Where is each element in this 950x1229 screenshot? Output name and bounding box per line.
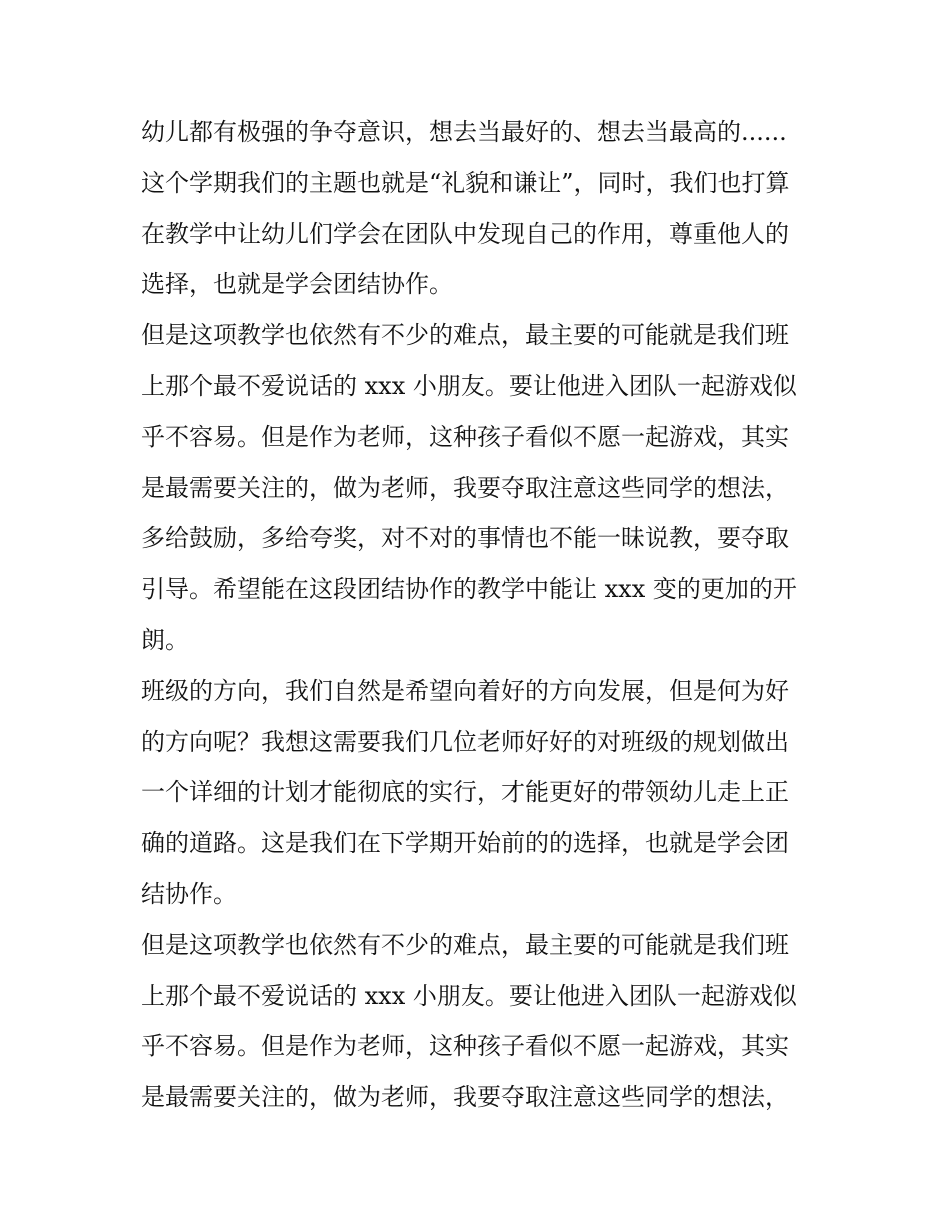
text-line: 班级的方向，我们自然是希望向着好的方向发展，但是何为好 xyxy=(141,676,789,705)
text-line: 结协作。 xyxy=(141,879,237,908)
document-body xyxy=(141,107,813,1123)
text-line: 朗。 xyxy=(141,625,189,654)
text-line: 是最需要关注的，做为老师，我要夺取注意这些同学的想法， xyxy=(141,1083,789,1112)
paragraph xyxy=(141,920,813,1123)
text-line: 选择，也就是学会团结协作。 xyxy=(141,270,453,299)
text-line: 但是这项教学也依然有不少的难点，最主要的可能就是我们班 xyxy=(141,930,789,959)
text-line: 但是这项教学也依然有不少的难点，最主要的可能就是我们班 xyxy=(141,321,789,350)
text-line: 是最需要关注的，做为老师，我要夺取注意这些同学的想法， xyxy=(141,473,789,502)
text-line: 上那个最不爱说话的 xxx 小朋友。要让他进入团队一起游戏似 xyxy=(141,981,797,1010)
text-line: 乎不容易。但是作为老师，这种孩子看似不愿一起游戏，其实 xyxy=(141,1032,789,1061)
paragraph xyxy=(141,310,813,666)
text-line: 的方向呢？我想这需要我们几位老师好好的对班级的规划做出 xyxy=(141,727,789,756)
text-line: 这个学期我们的主题也就是“礼貌和谦让”，同时，我们也打算 xyxy=(141,168,790,197)
text-line: 多给鼓励，多给夸奖，对不对的事情也不能一昧说教，要夺取 xyxy=(141,524,789,553)
text-line: 引导。希望能在这段团结协作的教学中能让 xxx 变的更加的开 xyxy=(141,575,797,604)
paragraph xyxy=(141,666,813,920)
paragraph xyxy=(141,107,813,310)
text-line: 一个详细的计划才能彻底的实行，才能更好的带领幼儿走上正 xyxy=(141,778,789,807)
text-line: 幼儿都有极强的争夺意识，想去当最好的、想去当最高的...... xyxy=(141,118,787,146)
text-line: 上那个最不爱说话的 xxx 小朋友。要让他进入团队一起游戏似 xyxy=(141,371,797,400)
text-line: 确的道路。这是我们在下学期开始前的的选择，也就是学会团 xyxy=(141,829,789,858)
text-line: 乎不容易。但是作为老师，这种孩子看似不愿一起游戏，其实 xyxy=(141,422,789,451)
text-line: 在教学中让幼儿们学会在团队中发现自己的作用，尊重他人的 xyxy=(141,219,789,248)
